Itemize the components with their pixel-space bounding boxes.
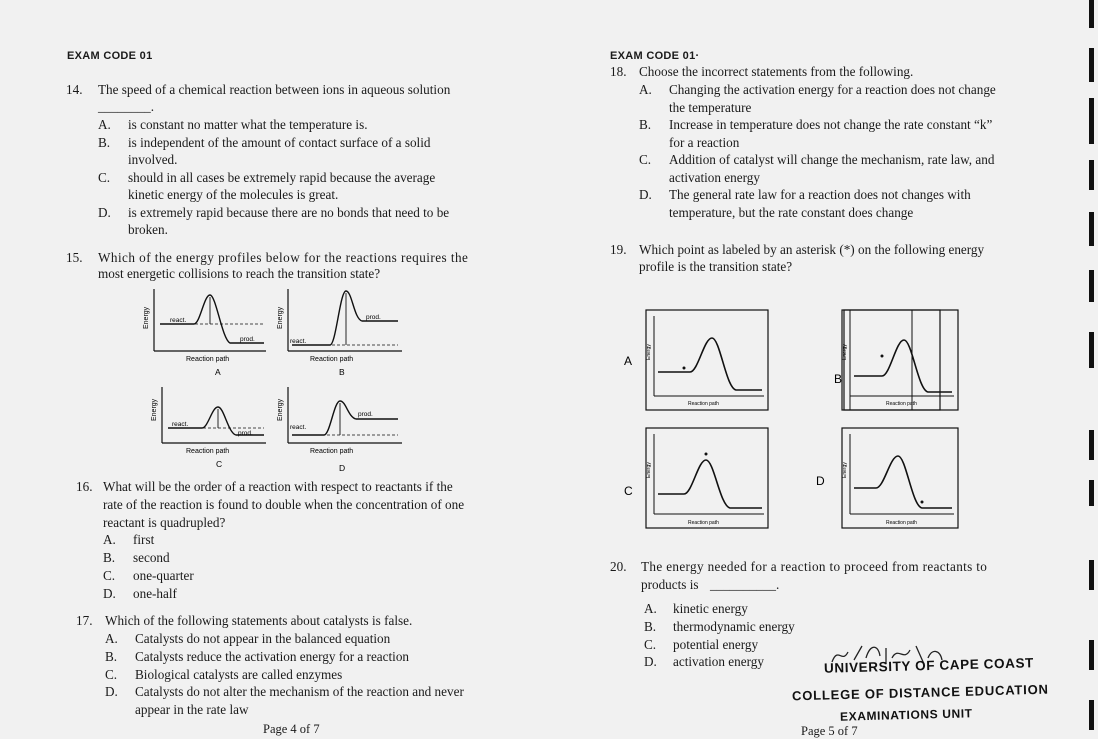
q14-number: 14. — [66, 82, 83, 97]
svg-text:react.: react. — [290, 424, 307, 431]
option-letter: C. — [644, 636, 657, 652]
option-letter: D. — [103, 586, 116, 601]
option-text: Addition of catalyst will change the mechanism, rate law, and — [669, 152, 995, 167]
stamp-college: COLLEGE OF DISTANCE EDUCATION — [791, 681, 1049, 704]
q20-blank: __________. — [710, 577, 780, 592]
profile-b — [277, 289, 402, 377]
svg-text:Reaction path: Reaction path — [688, 401, 719, 407]
q15-line2: most energetic collisions to reach the transition state? — [98, 266, 381, 281]
option-letter: D. — [639, 187, 652, 202]
profile-letter-d: D — [339, 463, 346, 473]
edge-shadow-mark — [1089, 98, 1094, 144]
option-text: Catalysts do not appear in the balanced equation — [135, 631, 391, 646]
option-text: the temperature — [669, 99, 752, 115]
option-letter: C. — [103, 568, 116, 583]
stamp-university: UNIVERSITY OF CAPE COAST — [823, 655, 1035, 676]
profile-letter-a: A — [215, 367, 221, 377]
option-text: kinetic energy — [673, 601, 748, 616]
option-letter: D. — [105, 684, 118, 700]
profile-a — [143, 289, 266, 377]
x-axis-label: Reaction path — [186, 356, 230, 363]
q17-text: Which of the following statements about catalysts is false. — [105, 613, 413, 628]
y-axis-label: Energy — [143, 306, 150, 329]
prod-label: prod. — [240, 336, 255, 343]
q16-number: 16. — [76, 479, 93, 494]
svg-text:Energy: Energy — [277, 398, 284, 421]
svg-text:Energy: Energy — [646, 462, 652, 478]
option-text: for a reaction — [669, 134, 740, 150]
option-text: thermodynamic energy — [673, 618, 795, 634]
q14-text: The speed of a chemical reaction between ions in aqueous solution — [98, 82, 451, 97]
svg-text:Reaction path: Reaction path — [886, 401, 917, 407]
edge-shadow-mark — [1089, 332, 1094, 368]
edge-shadow-mark — [1089, 430, 1094, 460]
option-letter: A. — [639, 82, 652, 97]
option-text: one-quarter — [133, 568, 194, 583]
option-text: Catalysts do not alter the mechanism of the reaction and never — [135, 684, 464, 700]
svg-text:prod.: prod. — [366, 314, 381, 321]
option-text: broken. — [128, 222, 168, 237]
option-letter: B. — [103, 550, 116, 565]
option-letter: B. — [644, 618, 657, 634]
profile-letter-c: C — [216, 459, 223, 469]
option-text: involved. — [128, 152, 178, 167]
svg-text:Energy: Energy — [842, 344, 848, 360]
q19-profile-d-box — [816, 428, 958, 528]
q15-line1: Which of the energy profiles below for the reactions requires the — [98, 250, 469, 265]
right-page-number: Page 5 of 7 — [801, 724, 858, 738]
option-text: one-half — [133, 586, 177, 601]
q19-letter-a: A — [624, 354, 633, 368]
edge-shadow-mark — [1089, 640, 1094, 670]
option-letter: A. — [98, 117, 111, 132]
option-text: second — [133, 550, 170, 565]
q18-number: 18. — [610, 64, 627, 79]
exam-code-header-right: EXAM CODE 01· — [610, 50, 700, 62]
q15-energy-profiles — [140, 283, 410, 475]
q19-profile-a — [624, 310, 768, 410]
q19-letter-b: B — [834, 372, 843, 386]
q16-line2: rate of the reaction is found to double when the concentration of one — [103, 497, 465, 512]
q19-letter-d: D — [816, 474, 825, 488]
edge-shadow-mark — [1089, 0, 1094, 28]
q20-line2: products is — [641, 577, 699, 592]
option-letter: A. — [105, 631, 118, 646]
q16-line3: reactant is quadrupled? — [103, 515, 226, 530]
q19-profiles-bd — [816, 300, 966, 540]
option-letter: B. — [105, 648, 118, 664]
option-letter: B. — [639, 117, 652, 132]
q17-number: 17. — [76, 613, 93, 628]
svg-text:Energy: Energy — [842, 462, 848, 478]
profile-c — [151, 387, 266, 469]
profile-letter-b: B — [339, 367, 345, 377]
left-page-number: Page 4 of 7 — [263, 722, 320, 736]
q18-text: Choose the incorrect statements from the following. — [639, 64, 914, 79]
right-exam-page — [548, 0, 1098, 737]
q20-number: 20. — [610, 559, 627, 574]
edge-shadow-mark — [1089, 560, 1094, 590]
exam-code-header: EXAM CODE 01 — [67, 50, 153, 62]
q19-letter-c: C — [624, 484, 633, 498]
option-text: Biological catalysts are called enzymes — [135, 666, 343, 682]
profile-d — [277, 387, 402, 473]
q19-number: 19. — [610, 242, 627, 257]
option-text: is extremely rapid because there are no bonds that need to be — [128, 204, 450, 220]
svg-text:Reaction path: Reaction path — [688, 520, 719, 526]
option-text: first — [133, 532, 155, 547]
option-text: temperature, but the rate constant does change — [669, 204, 914, 220]
option-text: potential energy — [673, 636, 759, 652]
q14-blank: ________. — [98, 99, 155, 114]
option-text: activation energy — [669, 169, 760, 185]
option-letter: C. — [639, 152, 652, 167]
svg-text:react.: react. — [172, 421, 189, 428]
q20-line1: The energy needed for a reaction to proceed from reactants to — [641, 559, 988, 574]
edge-shadow-mark — [1089, 212, 1094, 246]
svg-text:Energy: Energy — [151, 398, 158, 421]
q15-number: 15. — [66, 250, 83, 265]
option-text: activation energy — [673, 654, 764, 670]
svg-text:Energy: Energy — [277, 306, 284, 329]
option-text: is independent of the amount of contact surface of a solid — [128, 134, 431, 150]
svg-text:Reaction path: Reaction path — [310, 356, 354, 363]
option-text: Catalysts reduce the activation energy for a reaction — [135, 648, 410, 664]
edge-shadow-mark — [1089, 48, 1094, 82]
option-text: should in all cases be extremely rapid because the average — [128, 169, 436, 185]
option-letter: D. — [98, 204, 111, 220]
react-label: react. — [170, 317, 187, 324]
edge-shadow-mark — [1089, 480, 1094, 506]
option-letter: B. — [98, 134, 111, 150]
option-text: is constant no matter what the temperature is. — [128, 117, 368, 132]
q19-line2: profile is the transition state? — [639, 259, 793, 274]
svg-text:Reaction path: Reaction path — [310, 448, 354, 455]
option-text: Increase in temperature does not change the rate constant “k” — [669, 117, 993, 132]
option-text: Changing the activation energy for a reaction does not change — [669, 82, 996, 97]
stamp-unit: EXAMINATIONS UNIT — [839, 706, 973, 724]
option-text: kinetic energy of the molecules is great. — [128, 187, 339, 202]
q19-profile-b-box — [842, 310, 958, 410]
edge-shadow-mark — [1089, 160, 1094, 190]
option-text: appear in the rate law — [135, 702, 249, 718]
svg-text:Energy: Energy — [646, 344, 652, 360]
option-letter: D. — [644, 654, 657, 670]
q19-profile-c — [624, 428, 768, 528]
svg-text:react.: react. — [290, 338, 307, 345]
option-letter: C. — [98, 169, 111, 185]
svg-text:Reaction path: Reaction path — [186, 448, 230, 455]
svg-text:prod.: prod. — [358, 411, 373, 418]
q19-line1: Which point as labeled by an asterisk (*) on the following energy — [639, 242, 985, 257]
left-exam-page — [0, 0, 548, 737]
svg-text:prod.: prod. — [238, 430, 253, 437]
edge-shadow-mark — [1089, 270, 1094, 302]
q16-line1: What will be the order of a reaction with respect to reactants if the — [103, 479, 453, 494]
svg-text:Reaction path: Reaction path — [886, 520, 917, 526]
option-text: The general rate law for a reaction does not changes with — [669, 187, 971, 202]
edge-shadow-mark — [1089, 700, 1094, 730]
option-letter: A. — [644, 601, 657, 616]
option-letter: C. — [105, 666, 118, 682]
option-letter: A. — [103, 532, 116, 547]
